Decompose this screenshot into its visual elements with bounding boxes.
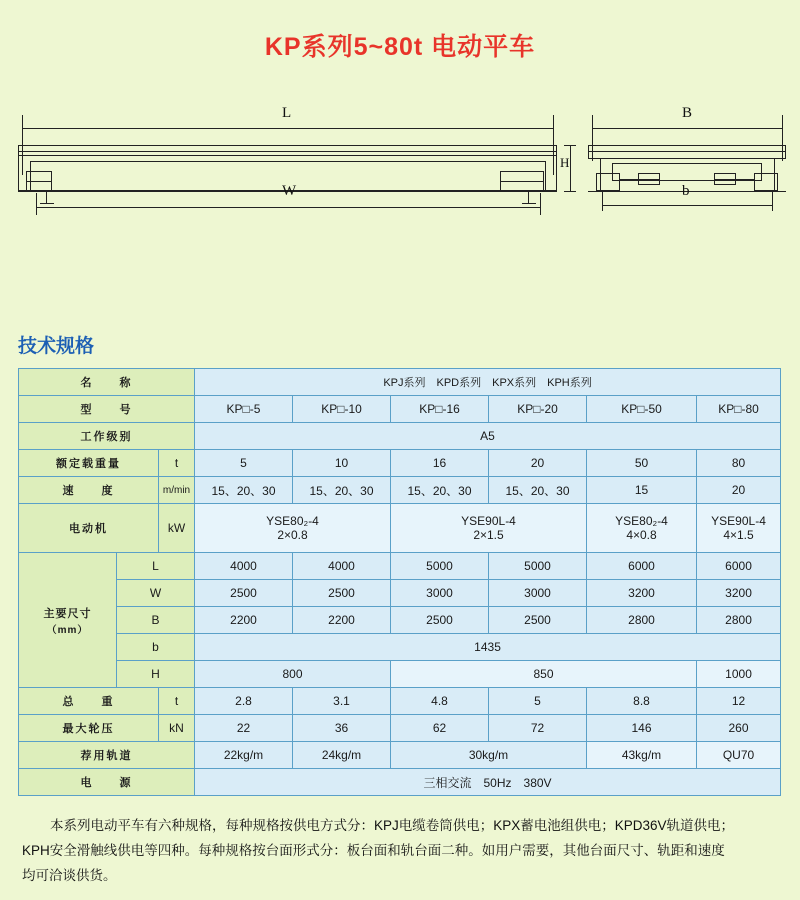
cell-B-5: 2800 [587,607,697,634]
cell-weight-6: 12 [697,688,781,715]
note-line-3: 均可洽谈供货。 [22,867,117,883]
cell-motor-group-3 [587,504,697,553]
cell-speed-2: 15、20、30 [293,477,391,504]
cell-rail-3: 30kg/m [391,742,587,769]
front-view-motor-left [638,173,660,185]
cell-L-2: 4000 [293,553,391,580]
motor-power-3: 4×0.8 [626,528,657,542]
cell-rail-2: 24kg/m [293,742,391,769]
cell-B-6: 2800 [697,607,781,634]
cell-W-4: 3000 [489,580,587,607]
cell-rated-5: 50 [587,450,697,477]
row-label-dims [19,553,117,688]
unit-wheel: kN [159,715,195,742]
cell-rated-6: 80 [697,450,781,477]
cell-H-2: 850 [391,661,697,688]
front-view-motor-right [714,173,736,185]
cell-W-5: 3200 [587,580,697,607]
cell-wheel-1: 22 [195,715,293,742]
row-label-rated: 额定载重量 [19,450,159,477]
cell-L-5: 6000 [587,553,697,580]
cell-B-3: 2500 [391,607,489,634]
cell-speed-6: 20 [697,477,781,504]
footer-note [22,814,778,889]
cell-model-6: KP□-80 [697,396,781,423]
table-row [19,769,781,796]
cell-speed-3: 15、20、30 [391,477,489,504]
table-row [19,396,781,423]
cell-W-3: 3000 [391,580,489,607]
table-row [19,423,781,450]
cell-rated-4: 20 [489,450,587,477]
cell-rail-4: 43kg/m [587,742,697,769]
cell-motor-group-4 [697,504,781,553]
cell-wheel-5: 146 [587,715,697,742]
cell-L-3: 5000 [391,553,489,580]
cell-weight-1: 2.8 [195,688,293,715]
cell-model-1: KP□-5 [195,396,293,423]
row-label-dim-b: b [117,634,195,661]
table-row [19,369,781,396]
table-row [19,661,781,688]
cell-model-2: KP□-10 [293,396,391,423]
cell-speed-4: 15、20、30 [489,477,587,504]
row-label-wheel: 最大轮压 [19,715,159,742]
table-row [19,688,781,715]
motor-power-1: 2×0.8 [277,528,308,542]
cell-L-4: 5000 [489,553,587,580]
cell-rated-1: 5 [195,450,293,477]
cell-motor-group-2 [391,504,587,553]
row-label-dim-W: W [117,580,195,607]
front-view-body [588,145,786,159]
cell-speed-1: 15、20、30 [195,477,293,504]
cell-duty-value: A5 [195,423,781,450]
cell-W-6: 3200 [697,580,781,607]
cell-rail-5: QU70 [697,742,781,769]
motor-power-2: 2×1.5 [473,528,504,542]
unit-rated: t [159,450,195,477]
row-label-duty: 工作级别 [19,423,195,450]
row-label-dim-L: L [117,553,195,580]
table-row [19,742,781,769]
table-row [19,580,781,607]
cell-weight-4: 5 [489,688,587,715]
dim-label-W: W [282,183,297,199]
table-row [19,504,781,553]
table-row [19,634,781,661]
cell-power-value: 三相交流 50Hz 380V [195,769,781,796]
cell-weight-5: 8.8 [587,688,697,715]
row-label-power: 电 源 [19,769,195,796]
dims-unit-text: （mm） [46,624,89,636]
front-view-bogie-right [754,173,778,191]
dim-label-b: b [682,183,690,199]
cell-B-2: 2200 [293,607,391,634]
row-label-model: 型 号 [19,396,195,423]
note-line-1: 本系列电动平车有六种规格，每种规格按供电方式分：KPJ电缆卷筒供电；KPX蓄电池组供电；KPD36V轨道供电； [50,818,735,833]
row-label-motor: 电动机 [19,504,159,553]
row-label-rail: 荐用轨道 [19,742,195,769]
cell-weight-3: 4.8 [391,688,489,715]
cell-weight-2: 3.1 [293,688,391,715]
row-label-dim-H: H [117,661,195,688]
cell-H-1: 800 [195,661,391,688]
note-line-2: KPH安全滑触线供电等四种。每种规格按台面形式分：板台面和轨台面二种。如用户需要，其他台面尺寸、轨距和速度 [22,842,725,858]
specifications-table [18,368,781,796]
row-label-name: 名 称 [19,369,195,396]
cell-wheel-3: 62 [391,715,489,742]
front-view-bogie-left [596,173,620,191]
cell-name-value: KPJ系列 KPD系列 KPX系列 KPH系列 [195,369,781,396]
spec-section-heading: 技术规格 [18,336,95,357]
motor-model-2: YSE90L-4 [461,514,516,528]
cell-rated-2: 10 [293,450,391,477]
row-label-dim-B: B [117,607,195,634]
row-label-speed: 速 度 [19,477,159,504]
cell-motor-group-1 [195,504,391,553]
cell-wheel-6: 260 [697,715,781,742]
unit-weight: t [159,688,195,715]
cell-L-1: 4000 [195,553,293,580]
motor-model-1: YSE80₂-4 [266,514,319,528]
dim-label-L: L [282,105,292,121]
cell-H-3: 1000 [697,661,781,688]
cell-wheel-2: 36 [293,715,391,742]
motor-model-3: YSE80₂-4 [615,514,668,528]
table-row [19,715,781,742]
cell-b-value: 1435 [195,634,781,661]
cell-L-6: 6000 [697,553,781,580]
row-label-weight: 总 重 [19,688,159,715]
cell-speed-5: 15 [587,477,697,504]
dims-label-text: 主要尺寸 [43,607,92,620]
cell-rail-1: 22kg/m [195,742,293,769]
cell-rated-3: 16 [391,450,489,477]
cell-model-5: KP□-50 [587,396,697,423]
unit-speed: m/min [159,477,195,504]
cell-B-4: 2500 [489,607,587,634]
cell-model-3: KP□-16 [391,396,489,423]
motor-model-4: YSE90L-4 [711,514,766,528]
technical-drawing [0,93,800,293]
unit-motor: kW [159,504,195,553]
dim-label-H: H [560,155,570,170]
table-row [19,607,781,634]
cell-wheel-4: 72 [489,715,587,742]
cell-W-2: 2500 [293,580,391,607]
cell-model-4: KP□-20 [489,396,587,423]
page-title: KP系列5~80t 电动平车 [264,33,536,61]
cell-W-1: 2500 [195,580,293,607]
cell-B-1: 2200 [195,607,293,634]
table-row [19,477,781,504]
table-row [19,450,781,477]
table-row [19,553,781,580]
motor-power-4: 4×1.5 [723,528,754,542]
dim-label-B: B [682,105,693,121]
